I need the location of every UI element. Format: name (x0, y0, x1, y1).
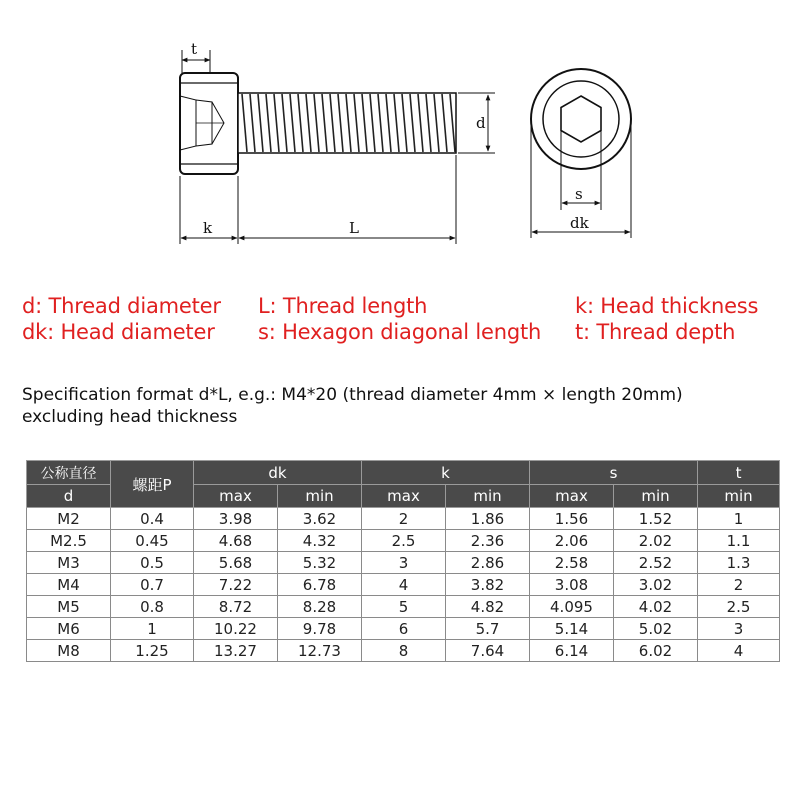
header-dk-min: min (278, 485, 362, 508)
table-cell: 3.62 (278, 508, 362, 530)
table-cell: 12.73 (278, 640, 362, 662)
table-row (27, 618, 780, 640)
table-row (27, 640, 780, 662)
label-k: k (203, 219, 213, 237)
table-cell: 2.02 (614, 530, 698, 552)
label-d: d (476, 114, 486, 132)
spec-line-1: Specification format d*L, e.g.: M4*20 (thread diameter 4mm × length 20mm) (22, 385, 683, 405)
bolt-head-side (180, 73, 238, 174)
dimension-d (458, 93, 495, 153)
spec-format-note (22, 384, 792, 428)
legend-head-diameter: dk: Head diameter (22, 320, 215, 344)
table-cell: 5.02 (614, 618, 698, 640)
table-cell: 8 (362, 640, 446, 662)
table-cell: 9.78 (278, 618, 362, 640)
header-group-s: s (530, 461, 698, 485)
table-cell: 1 (698, 508, 780, 530)
table-cell: 1 (111, 618, 194, 640)
table-cell: M8 (27, 640, 111, 662)
table-cell: 1.52 (614, 508, 698, 530)
table-cell: 2.86 (446, 552, 530, 574)
table-cell: 1.25 (111, 640, 194, 662)
table-row (27, 530, 780, 552)
table-cell: 4.02 (614, 596, 698, 618)
legend-head-thickness: k: Head thickness (575, 294, 759, 318)
legend-thread-length: L: Thread length (258, 294, 428, 318)
bolt-drawing (0, 0, 800, 290)
spec-line-2: excluding head thickness (22, 407, 238, 427)
table-cell: 1.3 (698, 552, 780, 574)
table-cell: 2 (698, 574, 780, 596)
table-row (27, 596, 780, 618)
dimension-k (180, 176, 238, 244)
threaded-shank (238, 93, 456, 153)
bolt-head-end-view (531, 69, 631, 169)
table-cell: 4.32 (278, 530, 362, 552)
table-cell: 5.7 (446, 618, 530, 640)
table-cell: 13.27 (194, 640, 278, 662)
table-cell: 2.5 (698, 596, 780, 618)
table-cell: 3 (698, 618, 780, 640)
table-cell: 3.82 (446, 574, 530, 596)
header-t-min: min (698, 485, 780, 508)
table-cell: 2 (362, 508, 446, 530)
table-cell: 2.52 (614, 552, 698, 574)
dimension-t (182, 40, 210, 74)
label-dk: dk (570, 214, 589, 232)
table-cell: 5.68 (194, 552, 278, 574)
table-cell: 0.8 (111, 596, 194, 618)
header-group-dk: dk (194, 461, 362, 485)
table-cell: 3.02 (614, 574, 698, 596)
table-cell: 2.5 (362, 530, 446, 552)
table-cell: 6 (362, 618, 446, 640)
table-cell: M2.5 (27, 530, 111, 552)
table-cell: 1.56 (530, 508, 614, 530)
header-s-max: max (530, 485, 614, 508)
table-cell: M2 (27, 508, 111, 530)
table-cell: 0.45 (111, 530, 194, 552)
dimension-L (239, 155, 456, 244)
table-cell: 10.22 (194, 618, 278, 640)
table-cell: 6.02 (614, 640, 698, 662)
table-cell: 4.82 (446, 596, 530, 618)
table-row (27, 508, 780, 530)
table-cell: 4.68 (194, 530, 278, 552)
table-cell: 0.4 (111, 508, 194, 530)
table-cell: 8.28 (278, 596, 362, 618)
table-cell: 1.86 (446, 508, 530, 530)
label-L: L (349, 219, 359, 237)
label-s: s (575, 185, 583, 203)
table-cell: 2.36 (446, 530, 530, 552)
table-cell: M4 (27, 574, 111, 596)
table-cell: 4 (698, 640, 780, 662)
table-cell: 0.7 (111, 574, 194, 596)
legend-thread-diameter: d: Thread diameter (22, 294, 221, 318)
header-group-t: t (698, 461, 780, 485)
legend (22, 294, 792, 354)
header-nominal-diameter: 公称直径 (27, 461, 111, 485)
table-cell: 4 (362, 574, 446, 596)
table-cell: 7.64 (446, 640, 530, 662)
table-cell: 2.58 (530, 552, 614, 574)
spec-table-body (27, 508, 780, 662)
table-cell: 3.08 (530, 574, 614, 596)
legend-hexagon-diagonal: s: Hexagon diagonal length (258, 320, 542, 344)
table-cell: 5.14 (530, 618, 614, 640)
table-cell: 5 (362, 596, 446, 618)
table-cell: 0.5 (111, 552, 194, 574)
table-cell: 6.78 (278, 574, 362, 596)
spec-table (26, 460, 780, 662)
header-s-min: min (614, 485, 698, 508)
table-row (27, 552, 780, 574)
table-cell: 5.32 (278, 552, 362, 574)
table-cell: 7.22 (194, 574, 278, 596)
table-cell: 8.72 (194, 596, 278, 618)
table-cell: 4.095 (530, 596, 614, 618)
header-d: d (27, 485, 111, 508)
table-cell: 3.98 (194, 508, 278, 530)
table-cell: 3 (362, 552, 446, 574)
table-cell: 2.06 (530, 530, 614, 552)
label-t: t (191, 40, 198, 58)
header-group-k: k (362, 461, 530, 485)
table-cell: M3 (27, 552, 111, 574)
table-row (27, 574, 780, 596)
header-pitch: 螺距P (111, 461, 194, 508)
table-cell: 6.14 (530, 640, 614, 662)
table-cell: M5 (27, 596, 111, 618)
header-k-min: min (446, 485, 530, 508)
header-dk-max: max (194, 485, 278, 508)
table-cell: M6 (27, 618, 111, 640)
legend-thread-depth: t: Thread depth (575, 320, 736, 344)
header-k-max: max (362, 485, 446, 508)
table-cell: 1.1 (698, 530, 780, 552)
